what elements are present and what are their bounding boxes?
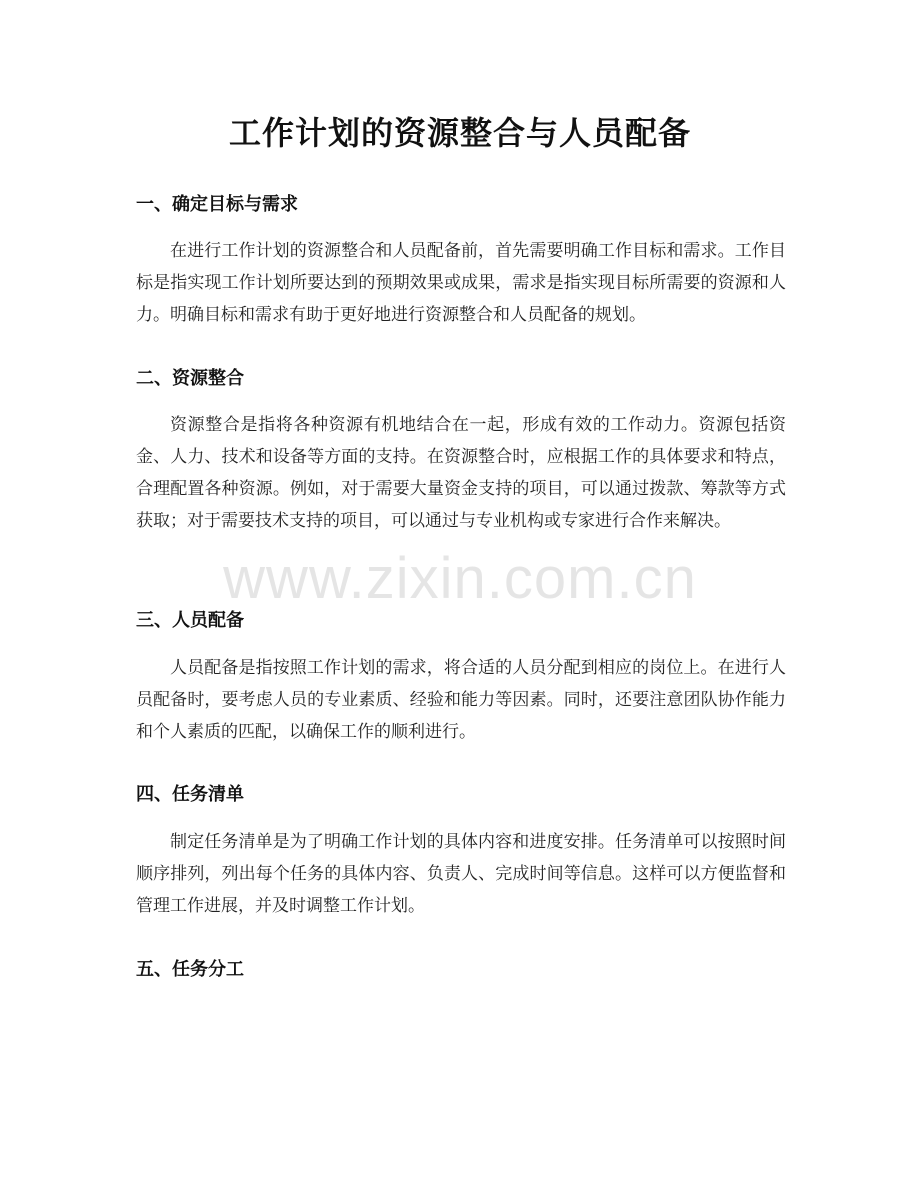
page-title: 工作计划的资源整合与人员配备 [228,114,691,152]
section-heading-2: 二、资源整合 [136,368,244,389]
section-heading-4: 四、任务清单 [136,784,244,805]
section-paragraph-4: 制定任务清单是为了明确工作计划的具体内容和进度安排。任务清单可以按照时间顺序排列，列出每个任务的具体内容、负责人、完成时间等信息。这样可以方便监督和管理工作进展，并及时调整工作计划。 [136,832,786,916]
section-paragraph-2: 资源整合是指将各种资源有机地结合在一起，形成有效的工作动力。资源包括资金、人力、技术和设备等方面的支持。在资源整合时，应根据工作的具体要求和特点，合理配置各种资源。例如，对于需要大量资金支持的项目，可以通过拨款、筹款等方式获取；对于需要技术支持的项目，可以通过与专业机构或专家进行合作来解决。 [136,415,786,531]
watermark: www.zixin.com.cn [223,546,697,611]
section-heading-5: 五、任务分工 [136,959,244,980]
section-paragraph-1: 在进行工作计划的资源整合和人员配备前，首先需要明确工作目标和需求。工作目标是指实现工作计划所要达到的预期效果或成果，需求是指实现目标所需要的资源和人力。明确目标和需求有助于更好地进行资源整合和人员配备的规划。 [136,241,786,325]
section-paragraph-3: 人员配备是指按照工作计划的需求，将合适的人员分配到相应的岗位上。在进行人员配备时，要考虑人员的专业素质、经验和能力等因素。同时，还要注意团队协作能力和个人素质的匹配，以确保工作的顺利进行。 [136,658,786,742]
section-heading-1: 一、确定目标与需求 [136,194,298,215]
section-heading-3: 三、人员配备 [136,610,244,631]
